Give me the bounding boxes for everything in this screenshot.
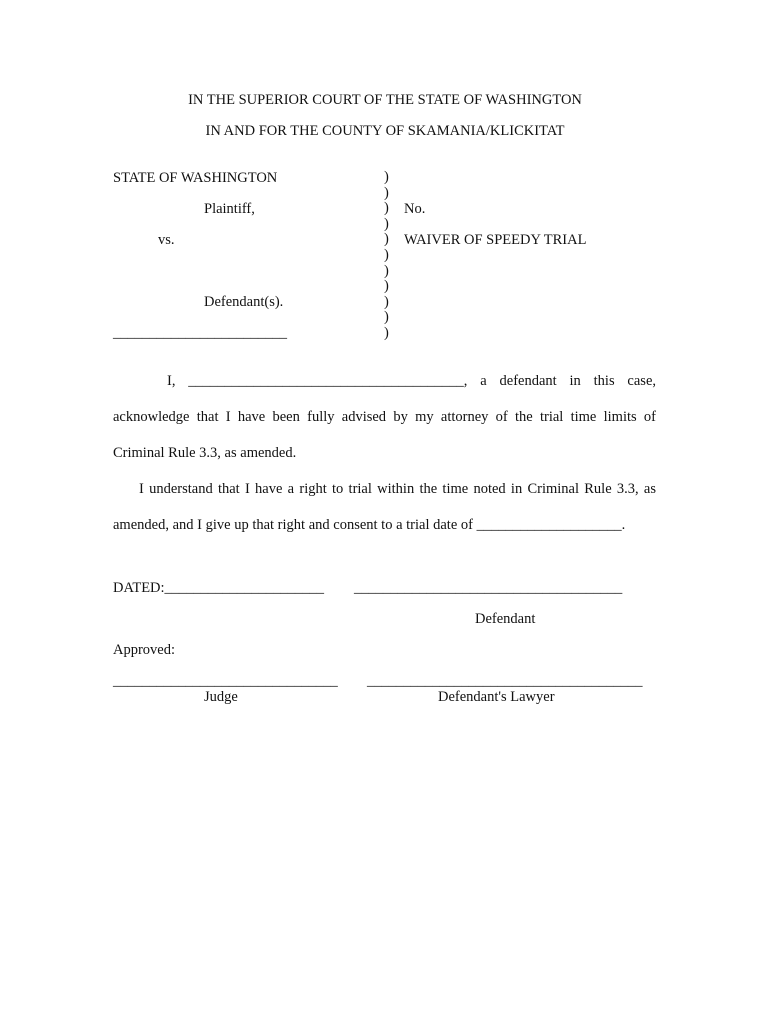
para2-line1: I understand that I have a right to trial within the time noted in Criminal Rule 3.3, as bbox=[139, 481, 656, 497]
defendant-signature-label: Defendant bbox=[475, 611, 536, 627]
judge-signature-label: Judge bbox=[204, 689, 238, 705]
para1-line3: Criminal Rule 3.3, as amended. bbox=[113, 445, 297, 461]
paren: ) bbox=[384, 200, 389, 217]
paren: ) bbox=[384, 169, 389, 185]
defendant-label: Defendant(s). bbox=[204, 294, 284, 310]
para1-line2: acknowledge that I have been fully advised by my attorney of the trial time limits of bbox=[113, 409, 656, 425]
case-number-label: No. bbox=[404, 201, 426, 217]
paren: ) bbox=[384, 215, 389, 232]
county-name: IN AND FOR THE COUNTY OF SKAMANIA/KLICKITAT bbox=[205, 123, 565, 139]
para1-line1: I, ______________________________________, a defendant in this case, bbox=[167, 373, 656, 389]
paren: ) bbox=[384, 246, 389, 263]
document-title: WAIVER OF SPEEDY TRIAL bbox=[404, 232, 587, 248]
paren: ) bbox=[384, 262, 389, 279]
para2-line2: amended, and I give up that right and consent to a trial date of ____________________. bbox=[113, 517, 626, 533]
paren: ) bbox=[384, 184, 389, 201]
paren: ) bbox=[384, 293, 389, 310]
judge-signature-line: _______________________________ bbox=[113, 673, 338, 689]
paren: ) bbox=[384, 278, 389, 295]
defendant-signature-line: _____________________________________ bbox=[354, 580, 623, 596]
state-party: STATE OF WASHINGTON bbox=[113, 170, 278, 186]
paren: ) bbox=[384, 309, 389, 326]
dated-line: DATED:______________________ bbox=[113, 580, 325, 596]
versus-label: vs. bbox=[158, 232, 175, 248]
lawyer-signature-label: Defendant's Lawyer bbox=[438, 689, 555, 705]
paren: ) bbox=[384, 324, 389, 341]
plaintiff-label: Plaintiff, bbox=[204, 201, 255, 217]
lawyer-signature-line: ______________________________________ bbox=[367, 673, 643, 689]
court-name: IN THE SUPERIOR COURT OF THE STATE OF WASHINGTON bbox=[188, 92, 582, 108]
paren: ) bbox=[384, 231, 389, 248]
defendant-name-line: ________________________ bbox=[113, 325, 287, 341]
approved-label: Approved: bbox=[113, 642, 176, 658]
caption-parentheses bbox=[384, 170, 389, 342]
